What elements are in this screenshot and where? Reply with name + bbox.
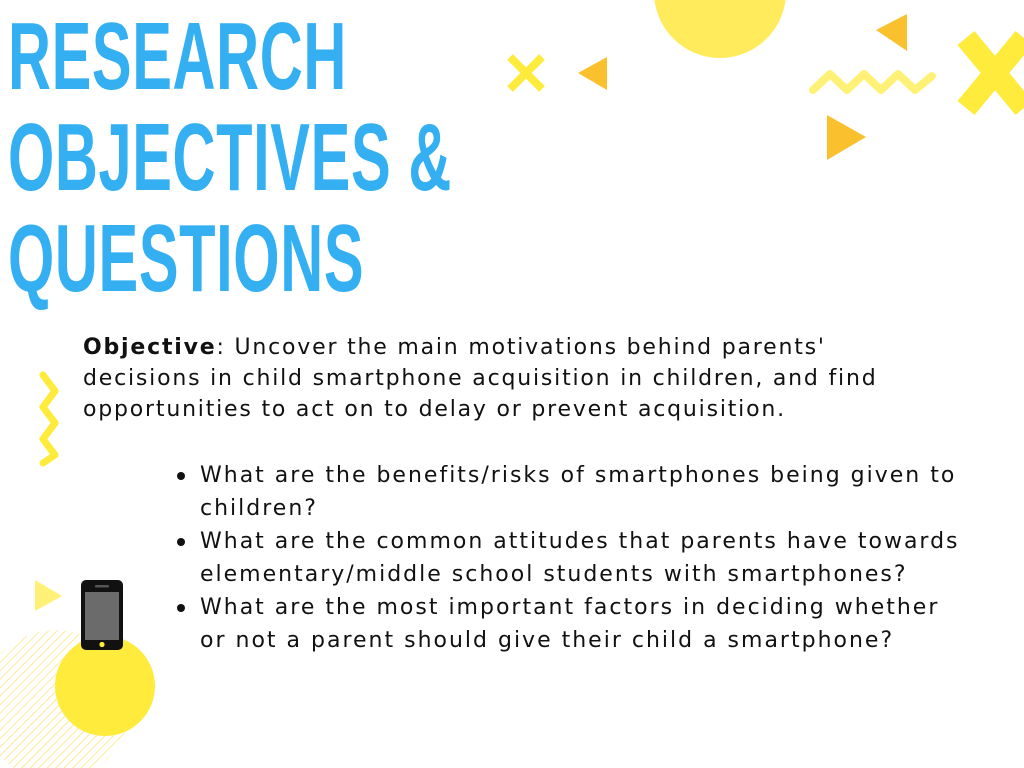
smartphone-icon — [81, 580, 123, 650]
title-line: QUESTIONS — [8, 205, 365, 312]
slide-title — [8, 3, 453, 312]
triangle-icon — [578, 57, 607, 90]
question-text: What are the most important factors in deciding whether or not a parent should give their child a smartphone? — [200, 595, 940, 653]
list-item — [200, 591, 960, 657]
x-mark-icon — [966, 38, 1024, 108]
hatched-circle-shape — [0, 630, 130, 768]
triangle-icon — [827, 115, 866, 160]
question-text: What are the benefits/risks of smartphones being given to children? — [200, 463, 957, 521]
research-questions-list — [200, 459, 960, 657]
title-line: OBJECTIVES & — [8, 104, 453, 211]
objective-paragraph — [83, 332, 943, 425]
title-line: RESEARCH — [8, 3, 347, 110]
triangle-icon — [35, 580, 62, 611]
list-item — [200, 459, 960, 525]
triangle-icon — [876, 14, 907, 51]
bullet-icon — [177, 538, 185, 546]
objective-label: Objective — [83, 335, 217, 360]
list-item — [200, 525, 960, 591]
zigzag-icon — [43, 375, 55, 463]
zigzag-icon — [813, 74, 932, 90]
x-mark-icon — [510, 57, 542, 89]
bullet-icon — [177, 604, 185, 612]
circle-icon — [55, 636, 155, 736]
objective-text: : Uncover the main motivations behind parents' decisions in child smartphone acquisition in children, and find opportunities to act on to delay or prevent acquisition. — [83, 335, 878, 422]
bullet-icon — [177, 472, 185, 480]
top-circle-shape — [654, 0, 786, 58]
question-text: What are the common attitudes that parents have towards elementary/middle school students with smartphones? — [200, 529, 960, 587]
